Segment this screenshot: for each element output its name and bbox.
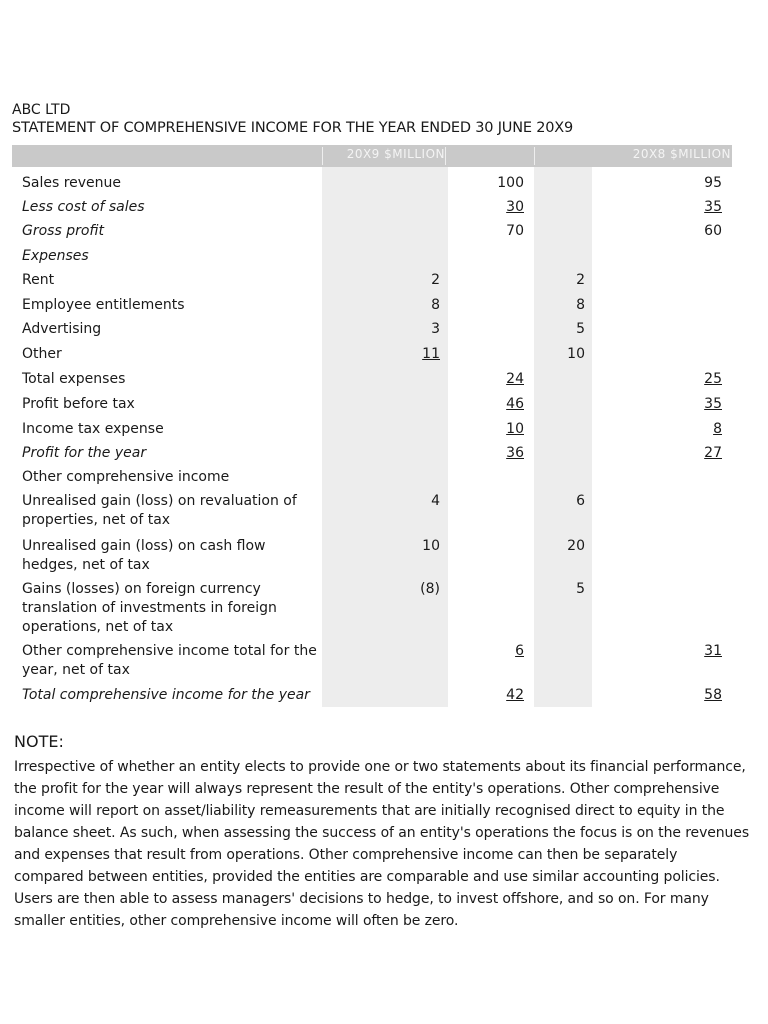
row-label: Income tax expense [22,421,164,437]
row-label: Expenses [22,248,89,264]
current-detail: 10 [422,538,440,554]
statement-title: STATEMENT OF COMPREHENSIVE INCOME FOR THE YEAR ENDED 30 JUNE 20X9 [12,120,574,136]
row-label: Gains (losses) on foreign currency translation of investments in foreign operations, net of tax [22,581,277,635]
current-detail: 11 [422,346,440,362]
prior-total: 60 [704,223,722,239]
row-label: Total comprehensive income for the year [22,687,310,703]
row-label: Other [22,346,62,362]
row-label: Total expenses [22,371,126,387]
prior-total: 27 [704,445,722,461]
prior-detail-column-shade [534,167,592,707]
column-header-prior: 20X8 $MILLION [534,147,731,165]
current-total: 70 [506,223,524,239]
row-label: Sales revenue [22,175,122,191]
prior-detail: 6 [576,493,585,509]
row-label: Gross profit [22,223,104,239]
prior-detail: 8 [576,297,585,313]
current-total: 36 [506,445,524,461]
prior-detail: 2 [576,272,585,288]
note-text: Irrespective of whether an entity elects to provide one or two statements about its financial performance, the profit for the year will always represent the result of the entity's operations. Other comprehensive income will report on asset/liability remeasurements that are initially recognised direct to equity in the balance sheet. As such, when assessing the success of an entity's operations the focus is on the revenues and expenses that result from operations. Other comprehensive income can then be separately compared between entities, provided the entities are comparable and use similar accounting policies. Users are then able to assess managers' decisions to hedge, to invest offshore, and so on. For many smaller entities, other comprehensive income will often be zero. [14,759,750,929]
column-header-current: 20X9 $MILLION [322,147,446,165]
row-label: Unrealised gain (loss) on cash flow hedges, net of tax [22,538,266,573]
current-total: 100 [497,175,524,191]
prior-total: 35 [704,396,722,412]
company-name: ABC LTD [12,102,71,118]
row-label: Profit for the year [22,445,147,461]
row-label: Unrealised gain (loss) on revaluation of properties, net of tax [22,493,297,528]
prior-total: 8 [713,421,722,437]
row-label: Profit before tax [22,396,135,412]
current-total: 6 [515,643,524,659]
current-total: 10 [506,421,524,437]
prior-total: 95 [704,175,722,191]
prior-detail: 5 [576,581,585,597]
current-total: 42 [506,687,524,703]
row-label: Less cost of sales [22,199,145,215]
row-label: Other comprehensive income total for the year, net of tax [22,643,317,678]
current-total: 46 [506,396,524,412]
current-detail: 2 [431,272,440,288]
prior-detail: 5 [576,321,585,337]
current-detail: 4 [431,493,440,509]
prior-detail: 10 [567,346,585,362]
row-label: Advertising [22,321,102,337]
current-detail: (8) [420,581,440,597]
prior-detail: 20 [567,538,585,554]
note-heading: NOTE: [14,732,64,751]
row-label: Employee entitlements [22,297,185,313]
row-label: Other comprehensive income [22,469,230,485]
current-detail: 8 [431,297,440,313]
prior-total: 58 [704,687,722,703]
current-detail-column-shade [322,167,448,707]
prior-total: 31 [704,643,722,659]
current-total: 24 [506,371,524,387]
current-detail: 3 [431,321,440,337]
current-total: 30 [506,199,524,215]
row-label: Rent [22,272,55,288]
prior-total: 35 [704,199,722,215]
prior-total: 25 [704,371,722,387]
